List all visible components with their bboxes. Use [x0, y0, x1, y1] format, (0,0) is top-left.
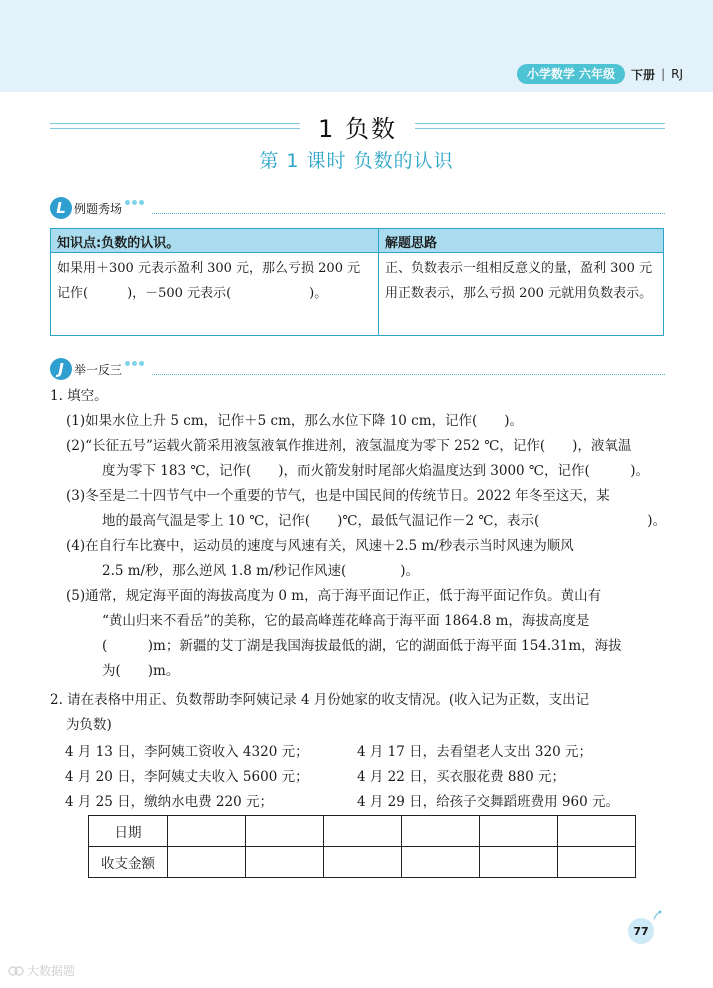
- question-item-cont: 2.5 m/秒，那么逆风 1.8 m/秒记作风速( )。: [102, 563, 420, 579]
- section-letter-icon: L: [50, 197, 72, 219]
- subject-grade-badge: 小学数学 六年级: [517, 64, 625, 84]
- edition-label: RJ: [671, 67, 683, 81]
- bubbles-icon: [125, 361, 144, 366]
- date-row-header: 日期: [89, 816, 168, 847]
- answer-table: [88, 815, 636, 878]
- section-practice-header: [50, 355, 665, 383]
- knowledge-point-header: 知识点:负数的认识。: [51, 229, 379, 253]
- solution-idea-header: 解题思路: [379, 229, 663, 253]
- dotted-divider: [152, 374, 665, 375]
- lesson-title: 第 1 课时 负数的认识: [259, 150, 454, 172]
- bubbles-icon: [125, 200, 144, 205]
- question-title: 1. 填空。: [50, 388, 108, 404]
- question-item: (5)通常，规定海平面的海拔高度为 0 m，高于海平面记作正，低于海平面记作负。黄山有: [66, 588, 602, 604]
- record-item: 4 月 25 日，缴纳水电费 220 元；: [65, 794, 273, 810]
- answer-cell[interactable]: [168, 816, 246, 847]
- record-item: 4 月 20 日，李阿姨丈夫收入 5600 元；: [65, 769, 309, 785]
- record-item: 4 月 29 日，给孩子交舞蹈班费用 960 元。: [357, 794, 619, 810]
- sprout-icon: [652, 910, 662, 920]
- table-row: [89, 816, 636, 847]
- chapter-title-row: [50, 109, 665, 143]
- question-item: (1)如果水位上升 5 cm，记作＋5 cm，那么水位下降 10 cm，记作( )。: [66, 413, 524, 429]
- question-item-cont: ( )m；新疆的艾丁湖是我国海拔最低的湖，它的湖面低于海平面 154.31m，海拔: [102, 638, 622, 654]
- answer-cell[interactable]: [480, 816, 558, 847]
- answer-cell[interactable]: [324, 816, 402, 847]
- question-item: (3)冬至是二十四节气中一个重要的节气，也是中国民间的传统节日。2022 年冬至这天，某: [66, 488, 610, 504]
- answer-cell[interactable]: [246, 847, 324, 878]
- example-question: 如果用＋300 元表示盈利 300 元，那么亏损 200 元记作( )，－500 元表示( )。: [51, 253, 379, 335]
- header-separator: |: [661, 67, 666, 81]
- answer-cell[interactable]: [168, 847, 246, 878]
- record-item: 4 月 13 日，李阿姨工资收入 4320 元；: [65, 744, 309, 760]
- question-item-cont: “黄山归来不看岳”的美称，它的最高峰莲花峰高于海平面 1864.8 m，海拔高度是: [102, 613, 590, 629]
- watermark: [8, 962, 75, 979]
- header-book-info: [517, 64, 683, 84]
- amount-row-header: 收支金额: [89, 847, 168, 878]
- question-item-cont: 为( )m。: [102, 663, 180, 679]
- answer-cell[interactable]: [324, 847, 402, 878]
- chapter-title: 1 负数: [318, 114, 397, 143]
- record-item: 4 月 22 日，买衣服花费 880 元；: [357, 769, 565, 785]
- answer-cell[interactable]: [402, 847, 480, 878]
- table-row: [89, 847, 636, 878]
- question-2: [50, 688, 670, 738]
- example-explanation: 正、负数表示一组相反意义的量，盈利 300 元用正数表示，那么亏损 200 元就用负数表示。: [385, 261, 653, 301]
- title-rule-left: [50, 123, 300, 129]
- section-label: 举一反三: [74, 362, 123, 377]
- dotted-divider: [152, 213, 665, 214]
- title-rule-right: [415, 123, 665, 129]
- page-number: 77: [628, 918, 654, 944]
- answer-cell[interactable]: [558, 816, 636, 847]
- income-expense-records: [65, 740, 665, 815]
- question-item: (2)“长征五号”运载火箭采用液氢液氧作推进剂，液氢温度为零下 252 ℃，记作( )，液氧温: [66, 438, 632, 454]
- example-table: [50, 228, 664, 336]
- question-title: 2. 请在表格中用正、负数帮助李阿姨记录 4 月份她家的收支情况。(收入记为正数，支出记: [50, 692, 590, 708]
- record-item: 4 月 17 日，去看望老人支出 320 元；: [357, 744, 592, 760]
- question-item-cont: 地的最高气温是零上 10 ℃，记作( )℃，最低气温记作－2 ℃，表示( )。: [102, 513, 667, 529]
- answer-cell[interactable]: [480, 847, 558, 878]
- question-title-cont: 为负数): [66, 717, 112, 733]
- volume-label: 下册: [631, 67, 656, 82]
- section-label: 例题秀场: [74, 201, 123, 216]
- watermark-text: 大数据题: [27, 964, 76, 978]
- question-item: (4)在自行车比赛中，运动员的速度与风速有关，风速＋2.5 m/秒表示当时风速为顺风: [66, 538, 574, 554]
- question-1: [50, 384, 670, 684]
- answer-cell[interactable]: [558, 847, 636, 878]
- section-letter-icon: J: [50, 358, 72, 380]
- question-item-cont: 度为零下 183 ℃，记作( )，而火箭发射时尾部火焰温度达到 3000 ℃，记作( )。: [102, 463, 650, 479]
- watermark-logo-icon: [8, 965, 24, 977]
- section-example-header: [50, 194, 665, 222]
- answer-cell[interactable]: [402, 816, 480, 847]
- answer-cell[interactable]: [246, 816, 324, 847]
